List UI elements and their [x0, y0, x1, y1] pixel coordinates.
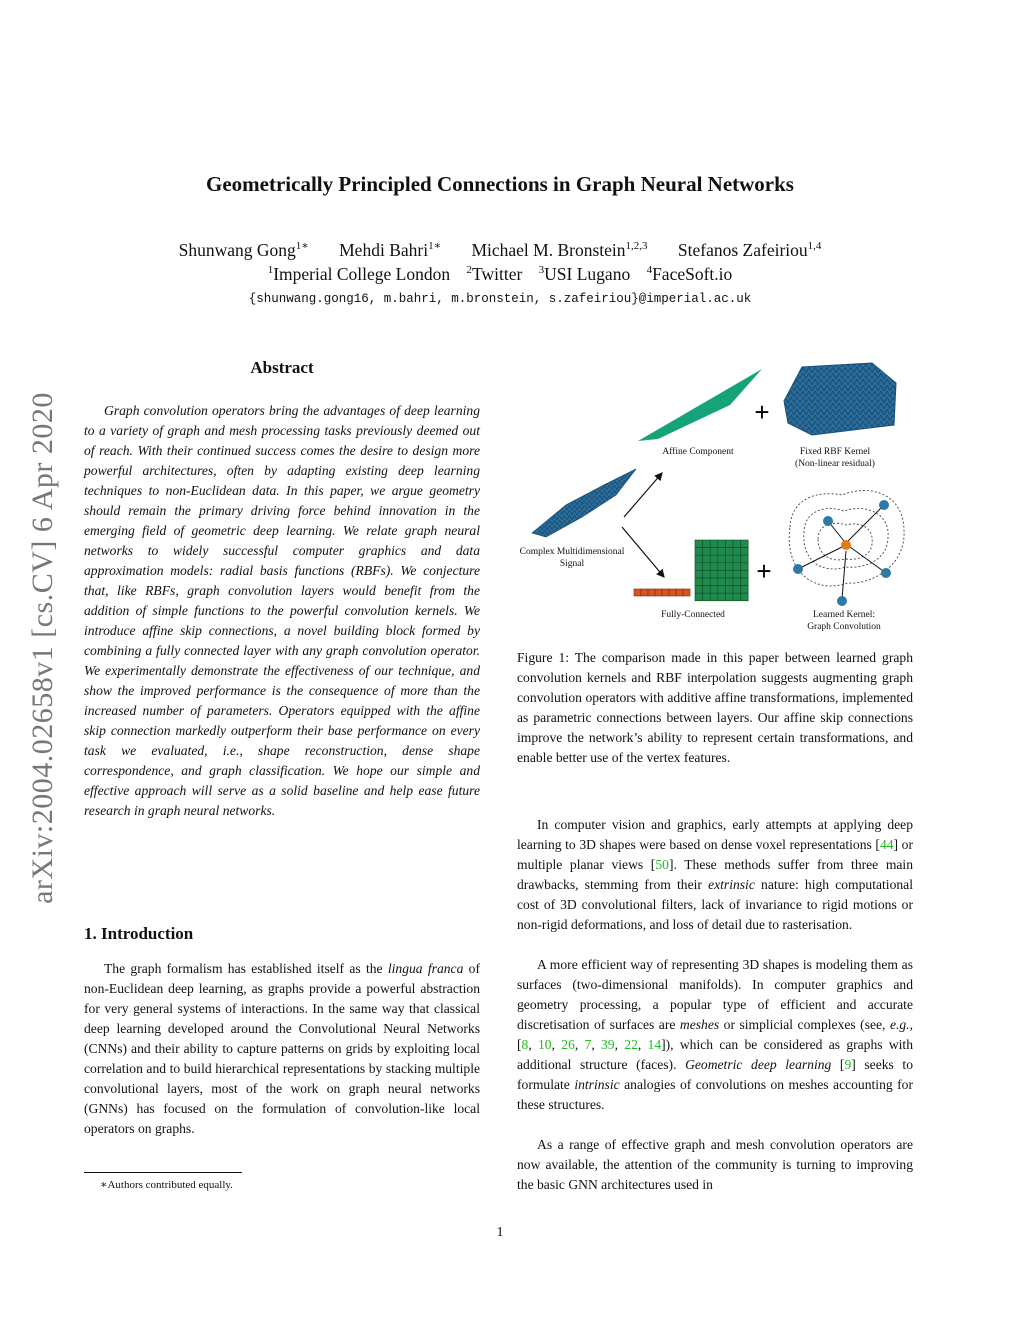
- text-run: In computer vision and graphics, early attempts at applying deep learning to 3D shapes were based on dense voxel representations [: [517, 817, 913, 852]
- footnote: ∗Authors contributed equally.: [100, 1179, 233, 1191]
- text-run: [: [831, 1057, 845, 1072]
- fc-matrix-cell: [733, 586, 741, 594]
- fc-matrix-cell: [695, 570, 703, 578]
- text-run: ] seeks to formulate: [517, 1057, 913, 1092]
- rbf-label-line1: Fixed RBF Kernel: [799, 447, 871, 457]
- citation-link[interactable]: 26: [561, 1037, 575, 1052]
- text-run: ,: [591, 1037, 601, 1052]
- signal-label-line1: Complex Multidimensional: [519, 547, 625, 557]
- fc-matrix-cell: [710, 586, 718, 594]
- fc-matrix-cell: [703, 570, 711, 578]
- graph-node: [881, 568, 891, 578]
- fc-vector-cell: [662, 589, 669, 596]
- fc-matrix-cell: [725, 586, 733, 594]
- text-run: ,: [574, 1037, 585, 1052]
- fc-matrix-cell: [703, 563, 711, 571]
- graph-center-node: [841, 540, 851, 550]
- fc-matrix-cell: [733, 540, 741, 548]
- author-sup: 1∗: [428, 240, 442, 253]
- fc-matrix-cell: [710, 593, 718, 601]
- emphasis-run: meshes: [679, 1017, 720, 1032]
- fc-matrix-cell: [703, 548, 711, 556]
- plus-sign-top: +: [754, 397, 770, 427]
- citation-link[interactable]: 7: [584, 1037, 592, 1052]
- body-paragraph-3: As a range of effective graph and mesh convolution operators are now available, the attention of the community is turning to improving the basic GNN architectures used in: [517, 1137, 913, 1192]
- graph-node: [793, 564, 803, 574]
- arrow-to-affine: [624, 473, 662, 517]
- author-name: Shunwang Gong: [178, 240, 296, 260]
- affiliation-name: Imperial College London: [273, 264, 451, 284]
- text-run: analogies of convolutions on meshes accounting for these structures.: [517, 1077, 913, 1112]
- fc-matrix-cell: [718, 563, 726, 571]
- emphasis-run: Geometric deep learning: [685, 1057, 832, 1072]
- graph-node: [837, 596, 847, 606]
- affiliation-1: [268, 264, 450, 285]
- text-run: ] or multiple planar views [: [517, 837, 914, 872]
- fully-connected-vector: [634, 589, 690, 596]
- text-run: ]. These methods suffer from three main drawbacks, stemming from their: [517, 857, 913, 892]
- fc-vector-cell: [648, 589, 655, 596]
- page-number: 1: [496, 1225, 504, 1240]
- fc-matrix-cell: [703, 555, 711, 563]
- text-run: ,: [614, 1037, 625, 1052]
- author-4: [678, 240, 822, 261]
- fc-vector-cell: [676, 589, 683, 596]
- signal-label-line2: Signal: [559, 559, 585, 569]
- fc-matrix-cell: [718, 570, 726, 578]
- fc-matrix-cell: [718, 540, 726, 548]
- abstract-body: Graph convolution operators bring the advantages of deep learning to a variety of graph and mesh processing tasks previously deemed out of reach. With their continued success comes the desire to design more powerful architectures, often by adapting existing deep learning techniques to non-Euclidean data. In this paper, we argue geometry should remain the primary driving force behind innovation in the emerging field of geometric deep learning. We relate graph neural networks to widely successful computer graphics and data approximation models: radial basis functions (RBFs). We conjecture that, like RBFs, graph convolution layers would benefit from the addition of simple functions to the powerful convolution kernels. We introduce affine skip connections, a novel building block formed by combining a fully connected layer with any graph convolution operator. We experimentally demonstrate the effectiveness of our technique, and show the improved performance is the consequence of more than the increased number of parameters. Operators equipped with the affine skip connection markedly outperform their base performance on every task we evaluated, i.e., shape reconstruction, dense shape correspondence, and graph classification. We hope our simple and effective approach will serve as a solid baseline and help ease future research in graph neural networks.: [84, 403, 480, 818]
- fc-vector-cell: [669, 589, 676, 596]
- graph-node: [879, 500, 889, 510]
- author-sup: 1∗: [295, 240, 309, 253]
- fc-matrix-cell: [710, 548, 718, 556]
- affiliation-2: [467, 264, 523, 285]
- fc-matrix-cell: [695, 586, 703, 594]
- introduction-heading: 1. Introduction: [84, 924, 194, 943]
- author-name: Mehdi Bahri: [339, 240, 429, 260]
- footnote-rule: [84, 1172, 242, 1173]
- fc-matrix-cell: [741, 593, 749, 601]
- text-run: of non-Euclidean deep learning, as graphs provide a powerful abstraction for very general systems of interactions. In the same way that classical deep learning developed around the Convolutional Neural Networks (CNNs) and their ability to capture patterns on grids by exploiting local correlation and to build hierarchical representations by stacking multiple convolutional layers, most of the work on graph neural networks (GNNs) has focused on the formulation of convolution-like local operators on graphs.: [84, 961, 480, 1136]
- paper-title-text: Geometrically Principled Connections in Graph Neural Networks: [206, 172, 794, 196]
- introduction-paragraph: [84, 959, 480, 1139]
- citation-link[interactable]: 39: [601, 1037, 615, 1052]
- complex-signal-shape: [532, 469, 636, 537]
- affine-plane-shape: [638, 369, 762, 441]
- kernel-label-line2: Graph Convolution: [807, 622, 881, 632]
- fc-matrix-cell: [695, 548, 703, 556]
- citation-link[interactable]: 50: [655, 857, 669, 872]
- fc-vector-cell: [641, 589, 648, 596]
- fc-matrix-cell: [710, 578, 718, 586]
- rbf-kernel-surface: [784, 363, 896, 435]
- text-run: ,: [637, 1037, 648, 1052]
- figure-1-diagram: [512, 355, 917, 640]
- fc-matrix-cell: [718, 593, 726, 601]
- fc-matrix-cell: [725, 540, 733, 548]
- fc-matrix-cell: [703, 593, 711, 601]
- citation-link[interactable]: 22: [624, 1037, 638, 1052]
- fc-matrix-cell: [741, 563, 749, 571]
- kernel-label-line1: Learned Kernel:: [813, 610, 875, 620]
- fc-matrix-cell: [718, 578, 726, 586]
- text-run: or simplicial complexes (see,: [719, 1017, 890, 1032]
- abstract-heading: Abstract: [250, 358, 314, 377]
- arxiv-identifier-text: arXiv:2004.02658v1 [cs.CV] 6 Apr 2020: [26, 391, 60, 904]
- emphasis-run: intrinsic: [574, 1077, 620, 1092]
- text-run: , [: [517, 1017, 913, 1052]
- body-paragraph-2: [517, 955, 913, 1115]
- text-run: A more efficient way of representing 3D shapes is modeling them as surfaces (two-dimensional manifolds). In computer graphics and geometry processing, a popular type of efficient and accurate discretisation of surfaces are: [517, 957, 913, 1032]
- fc-matrix-cell: [703, 540, 711, 548]
- author-1: [179, 240, 309, 261]
- fc-matrix-cell: [725, 570, 733, 578]
- fc-matrix-cell: [695, 578, 703, 586]
- fully-connected-matrix: [695, 540, 748, 601]
- fc-matrix-cell: [733, 555, 741, 563]
- text-run: The graph formalism has established itself as the: [104, 961, 388, 976]
- fc-vector-cell: [634, 589, 641, 596]
- emphasis-run: extrinsic: [708, 877, 755, 892]
- fc-matrix-cell: [718, 586, 726, 594]
- fc-matrix-cell: [725, 548, 733, 556]
- fc-matrix-cell: [733, 548, 741, 556]
- affiliation-name: Twitter: [472, 264, 523, 284]
- fc-vector-cell: [655, 589, 662, 596]
- fc-matrix-cell: [710, 563, 718, 571]
- affiliation-3: [539, 264, 631, 285]
- fc-matrix-cell: [725, 593, 733, 601]
- figure-1-caption: Figure 1: The comparison made in this paper between learned graph convolution kernels and RBF interpolation suggests augmenting graph convolution operators with additive affine transformations, implemented as parametric connections between layers. Our affine skip connections improve the network’s ability to represent certain transformations, and enable better use of the vertex features.: [517, 650, 913, 765]
- author-list: [0, 240, 1000, 261]
- fc-matrix-cell: [725, 563, 733, 571]
- body-paragraph-1: [517, 815, 913, 935]
- fc-label: Fully-Connected: [661, 610, 725, 620]
- author-name: Stefanos Zafeiriou: [677, 240, 808, 260]
- affiliation-4: [647, 264, 733, 285]
- fc-matrix-cell: [718, 555, 726, 563]
- arrow-to-fc: [622, 527, 664, 577]
- plus-sign-bottom: +: [756, 556, 772, 586]
- fc-matrix-cell: [695, 555, 703, 563]
- affiliation-sup: 2: [466, 264, 472, 277]
- affiliation-name: FaceSoft.io: [652, 264, 733, 284]
- citation-link[interactable]: 14: [647, 1037, 662, 1052]
- fc-matrix-cell: [733, 563, 741, 571]
- paper-title: [0, 172, 1000, 197]
- fc-matrix-cell: [725, 578, 733, 586]
- text-run: ,: [528, 1037, 538, 1052]
- graph-node: [823, 516, 833, 526]
- fc-matrix-cell: [741, 570, 749, 578]
- fc-matrix-cell: [741, 578, 749, 586]
- fc-matrix-cell: [710, 540, 718, 548]
- citation-link[interactable]: 44: [879, 837, 894, 852]
- text-run: nature: high computational cost of 3D convolutional filters, lack of invariance to rigid motions or non-rigid deformations, and loss of detail due to rasterisation.: [517, 877, 913, 932]
- fc-matrix-cell: [695, 563, 703, 571]
- rbf-label-line2: (Non-linear residual): [795, 459, 875, 469]
- fc-matrix-cell: [733, 570, 741, 578]
- affiliation-sup: 3: [538, 264, 545, 277]
- fc-matrix-cell: [733, 593, 741, 601]
- text-run: ,: [551, 1037, 562, 1052]
- fc-matrix-cell: [703, 578, 711, 586]
- affiliation-list: [0, 264, 1000, 285]
- emphasis-run: e.g.: [889, 1017, 910, 1032]
- affine-label: Affine Component: [662, 447, 734, 457]
- author-3: [471, 240, 647, 261]
- fc-matrix-cell: [710, 570, 718, 578]
- author-sup: 1,4: [807, 240, 822, 253]
- author-name: Michael M. Bronstein: [471, 240, 626, 260]
- citation-link[interactable]: 9: [844, 1057, 852, 1072]
- fc-matrix-cell: [695, 540, 703, 548]
- text-run: ]), which can be considered as graphs with additional structure (faces).: [517, 1037, 914, 1072]
- affiliation-sup: 1: [267, 264, 274, 277]
- fc-matrix-cell: [733, 578, 741, 586]
- fc-matrix-cell: [710, 555, 718, 563]
- author-sup: 1,2,3: [625, 240, 648, 253]
- fc-matrix-cell: [741, 555, 749, 563]
- citation-link[interactable]: 8: [521, 1037, 529, 1052]
- fc-matrix-cell: [703, 586, 711, 594]
- emphasis-run: lingua franca: [387, 961, 464, 976]
- fc-matrix-cell: [741, 586, 749, 594]
- fc-matrix-cell: [741, 540, 749, 548]
- affiliation-name: USI Lugano: [544, 264, 631, 284]
- affiliation-sup: 4: [646, 264, 653, 277]
- author-2: [339, 240, 441, 261]
- fc-matrix-cell: [741, 548, 749, 556]
- fc-matrix-cell: [725, 555, 733, 563]
- arxiv-identifier: [18, 365, 68, 930]
- author-emails: {shunwang.gong16, m.bahri, m.bronstein, s.zafeiriou}@imperial.ac.uk: [248, 292, 752, 306]
- fc-vector-cell: [683, 589, 690, 596]
- fc-matrix-cell: [695, 593, 703, 601]
- fc-matrix-cell: [718, 548, 726, 556]
- citation-link[interactable]: 10: [538, 1037, 552, 1052]
